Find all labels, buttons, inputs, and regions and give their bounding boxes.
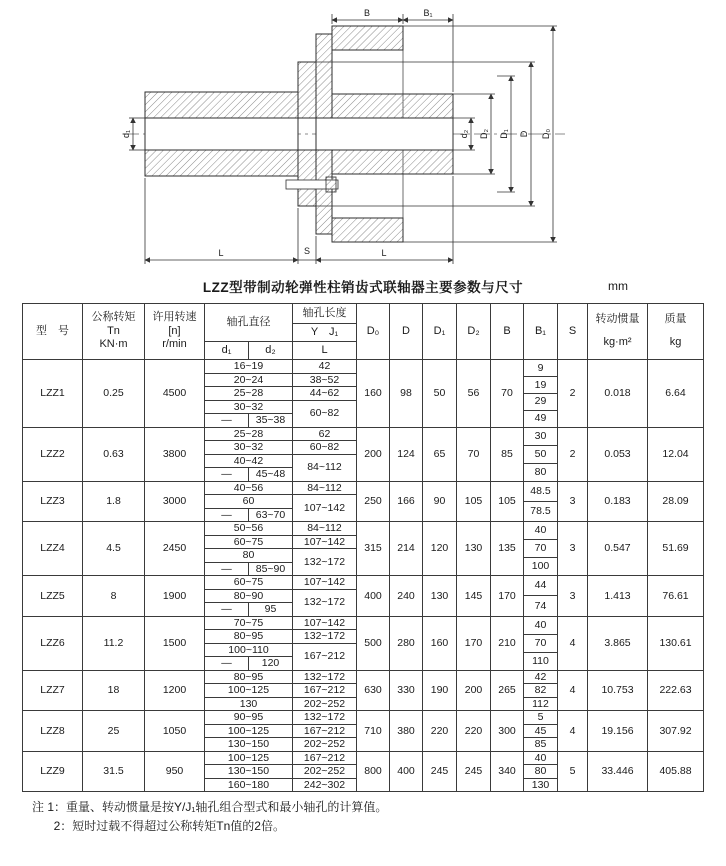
table-row	[23, 481, 704, 495]
bore-length-cell: 202~252	[293, 765, 357, 779]
d1-dim-cell: 220	[423, 711, 457, 752]
bore-d1-cell: —	[205, 468, 249, 482]
bore-d1-cell: —	[205, 657, 249, 671]
bore-d2-cell: 120	[249, 657, 293, 671]
d1-dim-cell: 90	[423, 481, 457, 522]
b-cell: 340	[491, 751, 524, 792]
bore-length-cell: 202~252	[293, 738, 357, 752]
bore-dia-cell: 25~28	[205, 427, 293, 441]
d-cell: 280	[390, 616, 423, 670]
d-cell: 400	[390, 751, 423, 792]
page-title: LZZ型带制动轮弹性柱销齿式联轴器主要参数与尺寸	[202, 280, 524, 295]
bore-dia-cell: 100~110	[205, 643, 293, 657]
bore-d2-cell: 85~90	[249, 562, 293, 576]
header-D0: D₀	[357, 304, 390, 360]
bore-dia-cell: 100~125	[205, 751, 293, 765]
bore-length-cell: 107~142	[293, 535, 357, 549]
table-row	[23, 576, 704, 590]
bore-d1-cell: —	[205, 508, 249, 522]
note-line-1: 注 1：重量、转动惯量是按Y/J₁轴孔组合型式和最小轴孔的计算值。	[32, 800, 388, 814]
d2-dim-cell: 200	[457, 670, 491, 711]
bore-length-cell: 84~112	[293, 522, 357, 536]
d-cell: 214	[390, 522, 423, 576]
b1-value: 44	[524, 576, 557, 596]
torque-cell: 11.2	[83, 616, 145, 670]
model-cell: LZZ6	[23, 616, 83, 670]
torque-cell: 1.8	[83, 481, 145, 522]
b-cell: 170	[491, 576, 524, 617]
b1-value: 74	[534, 599, 547, 612]
pin-nut	[326, 177, 336, 192]
bore-dia-cell: 80	[205, 549, 293, 563]
bore-length-cell: 132~172	[293, 549, 357, 576]
d1-dim-cell: 190	[423, 670, 457, 711]
bore-dia-cell: 80~95	[205, 630, 293, 644]
speed-cell: 2450	[145, 522, 205, 576]
bore-dia-cell: 130~150	[205, 765, 293, 779]
bore-dia-cell: 16~19	[205, 360, 293, 374]
b1-value: 40	[524, 522, 557, 540]
bore-d2-cell: 95	[249, 603, 293, 617]
bore-dia-cell: 70~75	[205, 616, 293, 630]
b-cell: 300	[491, 711, 524, 752]
bore-dia-cell: 20~24	[205, 373, 293, 387]
bore-length-cell: 167~212	[293, 684, 357, 698]
d2-dim-cell: 245	[457, 751, 491, 792]
bore-d2-cell: 63~70	[249, 508, 293, 522]
b1-cell	[524, 576, 558, 617]
s-cell: 2	[558, 360, 588, 428]
header-D2: D₂	[457, 304, 491, 360]
d1-dim-cell: 120	[423, 522, 457, 576]
header-L: L	[293, 342, 357, 360]
d1-dim-cell: 65	[423, 427, 457, 481]
catalog-page	[0, 4, 726, 866]
parameter-table	[22, 303, 704, 792]
speed-cell: 1900	[145, 576, 205, 617]
dim-label-B1: B₁	[423, 8, 433, 18]
dim-label-L-right: L	[381, 248, 387, 258]
right-hub-top	[332, 94, 453, 118]
model-cell: LZZ9	[23, 751, 83, 792]
d-cell: 380	[390, 711, 423, 752]
s-cell: 4	[558, 616, 588, 670]
mass-cell: 307.92	[648, 711, 704, 752]
d2-dim-cell: 56	[457, 360, 491, 428]
d0-cell: 710	[357, 711, 390, 752]
mass-cell: 28.09	[648, 481, 704, 522]
d2-dim-cell: 170	[457, 616, 491, 670]
d2-dim-cell: 105	[457, 481, 491, 522]
inertia-cell: 0.547	[588, 522, 648, 576]
model-cell: LZZ8	[23, 711, 83, 752]
b1-value: 85	[534, 738, 547, 750]
header-line: 转动惯量	[595, 313, 640, 326]
bore-length-cell: 167~212	[293, 751, 357, 765]
b1-value: 40	[524, 752, 557, 766]
b1-cell	[524, 616, 558, 670]
bore-length-cell: 202~252	[293, 697, 357, 711]
d1-dim-cell: 50	[423, 360, 457, 428]
inertia-cell: 10.753	[588, 670, 648, 711]
left-sleeve-top	[145, 92, 298, 118]
d0-cell: 800	[357, 751, 390, 792]
bore-length-cell: 60~82	[293, 441, 357, 455]
header-line: kg	[669, 335, 682, 348]
dim-label-L-left: L	[218, 248, 224, 258]
header-inertia	[588, 304, 648, 360]
dim-label-D1: D₁	[499, 129, 509, 139]
bore-dia-cell: 160~180	[205, 778, 293, 792]
d-cell: 166	[390, 481, 423, 522]
header-d1: d₁	[205, 342, 249, 360]
header-d2: d₂	[249, 342, 293, 360]
bore-dia-cell: 40~56	[205, 481, 293, 495]
inertia-cell: 19.156	[588, 711, 648, 752]
torque-cell: 31.5	[83, 751, 145, 792]
table-body	[23, 360, 704, 792]
bore-dia-cell: 30~32	[205, 441, 293, 455]
b1-value: 100	[531, 560, 550, 573]
left-bore	[145, 118, 298, 150]
bore-length-cell: 132~172	[293, 589, 357, 616]
header-line: KN·m	[99, 338, 128, 351]
header-line: [n]	[168, 324, 181, 337]
b1-value: 30	[524, 428, 557, 446]
d-cell: 330	[390, 670, 423, 711]
b1-value: 29	[524, 394, 557, 411]
table-row	[23, 751, 704, 765]
table-header	[23, 304, 704, 360]
bore-length-cell: 107~142	[293, 616, 357, 630]
s-cell: 3	[558, 522, 588, 576]
b1-value: 40	[524, 617, 557, 635]
bore-dia-cell: 100~125	[205, 724, 293, 738]
d-cell: 240	[390, 576, 423, 617]
inertia-cell: 0.018	[588, 360, 648, 428]
speed-cell: 4500	[145, 360, 205, 428]
bore-length-cell: 44~62	[293, 387, 357, 401]
note-line-2: 2：短时过载不得超过公称转矩Tn值的2倍。	[53, 818, 285, 833]
bore-d2-cell: 35~38	[249, 414, 293, 428]
dim-label-D: D	[519, 130, 529, 138]
header-line: 公称转矩	[91, 310, 136, 323]
dim-label-B: B	[363, 8, 371, 18]
b1-value: 80	[534, 465, 547, 478]
bore-dia-cell: 40~42	[205, 454, 293, 468]
d1-dim-cell: 245	[423, 751, 457, 792]
bore-length-cell: 167~212	[293, 724, 357, 738]
b1-value: 80	[524, 765, 557, 779]
bore-dia-cell: 60~75	[205, 576, 293, 590]
bore-dia-cell: 80~90	[205, 589, 293, 603]
d2-dim-cell: 130	[457, 522, 491, 576]
speed-cell: 950	[145, 751, 205, 792]
bore-dia-cell: 60	[205, 495, 293, 509]
dim-label-d2: d₂	[459, 129, 469, 139]
model-cell: LZZ5	[23, 576, 83, 617]
bore-length-cell: 84~112	[293, 481, 357, 495]
table-row	[23, 711, 704, 725]
speed-cell: 3000	[145, 481, 205, 522]
table-row	[23, 670, 704, 684]
torque-cell: 25	[83, 711, 145, 752]
speed-cell: 1500	[145, 616, 205, 670]
inertia-cell: 33.446	[588, 751, 648, 792]
mass-cell: 51.69	[648, 522, 704, 576]
b1-value: 110	[532, 654, 549, 667]
b1-cell	[524, 711, 558, 752]
bore-d1-cell: —	[205, 603, 249, 617]
bore-length-cell: 62	[293, 427, 357, 441]
header-mass	[648, 304, 704, 360]
b1-value: 49	[534, 412, 547, 425]
b1-value: 9	[524, 360, 557, 377]
bore-length-cell: 242~302	[293, 778, 357, 792]
d0-cell: 630	[357, 670, 390, 711]
inertia-cell: 0.053	[588, 427, 648, 481]
bore-dia-cell: 25~28	[205, 387, 293, 401]
torque-cell: 8	[83, 576, 145, 617]
b-cell: 85	[491, 427, 524, 481]
header-D1: D₁	[423, 304, 457, 360]
d2-dim-cell: 70	[457, 427, 491, 481]
b1-cell	[524, 427, 558, 481]
header-S: S	[558, 304, 588, 360]
bore-length-cell: 42	[293, 360, 357, 374]
technical-drawing	[83, 4, 643, 274]
bore-d1-cell: —	[205, 562, 249, 576]
d2-dim-cell: 220	[457, 711, 491, 752]
header-line: 质量	[664, 313, 687, 326]
torque-cell: 0.63	[83, 427, 145, 481]
b-cell: 70	[491, 360, 524, 428]
b1-value: 130	[531, 778, 550, 791]
torque-cell: 0.25	[83, 360, 145, 428]
model-cell: LZZ7	[23, 670, 83, 711]
bore-d1-cell: —	[205, 414, 249, 428]
web-top	[316, 34, 332, 118]
inertia-cell: 3.865	[588, 616, 648, 670]
bore-length-cell: 107~142	[293, 576, 357, 590]
speed-cell: 1050	[145, 711, 205, 752]
bore-dia-cell: 30~32	[205, 400, 293, 414]
bore-dia-cell: 60~75	[205, 535, 293, 549]
header-bore-dia: 轴孔直径	[205, 304, 293, 342]
d1-dim-cell: 130	[423, 576, 457, 617]
inertia-cell: 0.183	[588, 481, 648, 522]
b-cell: 135	[491, 522, 524, 576]
header-speed	[145, 304, 205, 360]
bore-dia-cell: 50~56	[205, 522, 293, 536]
header-torque	[83, 304, 145, 360]
mass-cell: 76.61	[648, 576, 704, 617]
right-hub-bottom	[332, 150, 453, 174]
bore-dia-cell: 80~95	[205, 670, 293, 684]
mass-cell: 130.61	[648, 616, 704, 670]
header-line: 许用转速	[152, 310, 197, 323]
bore-length-cell: 84~112	[293, 454, 357, 481]
bore-length-cell: 132~172	[293, 670, 357, 684]
b1-value: 78.5	[530, 505, 551, 518]
bore-length-cell: 107~142	[293, 495, 357, 522]
model-cell: LZZ2	[23, 427, 83, 481]
bore-dia-cell: 130~150	[205, 738, 293, 752]
bore-dia-cell: 130	[205, 697, 293, 711]
header-B: B	[491, 304, 524, 360]
bore-length-cell: 38~52	[293, 373, 357, 387]
b1-value: 50	[524, 446, 557, 464]
s-cell: 2	[558, 427, 588, 481]
bore-length-cell: 132~172	[293, 630, 357, 644]
bore-dia-cell: 90~95	[205, 711, 293, 725]
b1-value: 42	[524, 671, 557, 685]
bore-length-cell: 60~82	[293, 400, 357, 427]
b1-value: 70	[524, 540, 557, 558]
bore-dia-cell: 100~125	[205, 684, 293, 698]
b1-value: 5	[524, 711, 557, 725]
model-cell: LZZ1	[23, 360, 83, 428]
b1-cell	[524, 522, 558, 576]
left-sleeve-bottom	[145, 150, 298, 176]
mass-cell: 222.63	[648, 670, 704, 711]
b1-cell	[524, 670, 558, 711]
header-yj1: Y J₁	[293, 324, 357, 342]
header-line: kg·m²	[603, 335, 632, 348]
d0-cell: 200	[357, 427, 390, 481]
inertia-cell: 1.413	[588, 576, 648, 617]
bore-d2-cell: 45~48	[249, 468, 293, 482]
table-row	[23, 427, 704, 441]
flange-top	[298, 62, 316, 118]
bore-length-cell: 167~212	[293, 643, 357, 670]
mass-cell: 6.64	[648, 360, 704, 428]
header-B1: B₁	[524, 304, 558, 360]
mass-cell: 405.88	[648, 751, 704, 792]
dim-label-D0: D₀	[541, 128, 551, 140]
notes	[32, 798, 726, 835]
unit-label: mm	[608, 279, 628, 293]
mass-cell: 12.04	[648, 427, 704, 481]
b1-value: 82	[524, 684, 557, 698]
table-row	[23, 616, 704, 630]
d0-cell: 160	[357, 360, 390, 428]
d0-cell: 315	[357, 522, 390, 576]
b1-cell	[524, 360, 558, 428]
s-cell: 3	[558, 481, 588, 522]
d0-cell: 500	[357, 616, 390, 670]
right-bore	[316, 118, 453, 150]
speed-cell: 3800	[145, 427, 205, 481]
d0-cell: 400	[357, 576, 390, 617]
torque-cell: 4.5	[83, 522, 145, 576]
d-cell: 124	[390, 427, 423, 481]
d1-dim-cell: 160	[423, 616, 457, 670]
torque-cell: 18	[83, 670, 145, 711]
b1-value: 48.5	[524, 482, 557, 502]
s-cell: 3	[558, 576, 588, 617]
b1-value: 19	[524, 377, 557, 394]
s-cell: 4	[558, 711, 588, 752]
header-model: 型 号	[23, 304, 83, 360]
b-cell: 210	[491, 616, 524, 670]
b1-cell	[524, 481, 558, 522]
d2-dim-cell: 145	[457, 576, 491, 617]
speed-cell: 1200	[145, 670, 205, 711]
b1-value: 45	[524, 725, 557, 739]
header-D: D	[390, 304, 423, 360]
title-row	[0, 276, 726, 300]
dim-label-S: S	[303, 246, 311, 256]
b1-value: 112	[532, 697, 549, 710]
header-line: r/min	[162, 338, 187, 351]
d-cell: 98	[390, 360, 423, 428]
b-cell: 105	[491, 481, 524, 522]
b1-value: 70	[524, 635, 557, 653]
header-bore-len: 轴孔长度	[293, 304, 357, 324]
drum-rim-top	[332, 26, 403, 50]
header-line: Tn	[107, 324, 120, 337]
flange-bottom	[298, 150, 316, 206]
model-cell: LZZ3	[23, 481, 83, 522]
table-row	[23, 522, 704, 536]
bore-length-cell: 132~172	[293, 711, 357, 725]
s-cell: 5	[558, 751, 588, 792]
dim-label-d1: d₁	[121, 129, 131, 139]
d0-cell: 250	[357, 481, 390, 522]
model-cell: LZZ4	[23, 522, 83, 576]
drum-rim-bottom	[332, 218, 403, 242]
table-row	[23, 360, 704, 374]
b-cell: 265	[491, 670, 524, 711]
b1-cell	[524, 751, 558, 792]
s-cell: 4	[558, 670, 588, 711]
dim-label-D2: D₂	[479, 129, 489, 139]
